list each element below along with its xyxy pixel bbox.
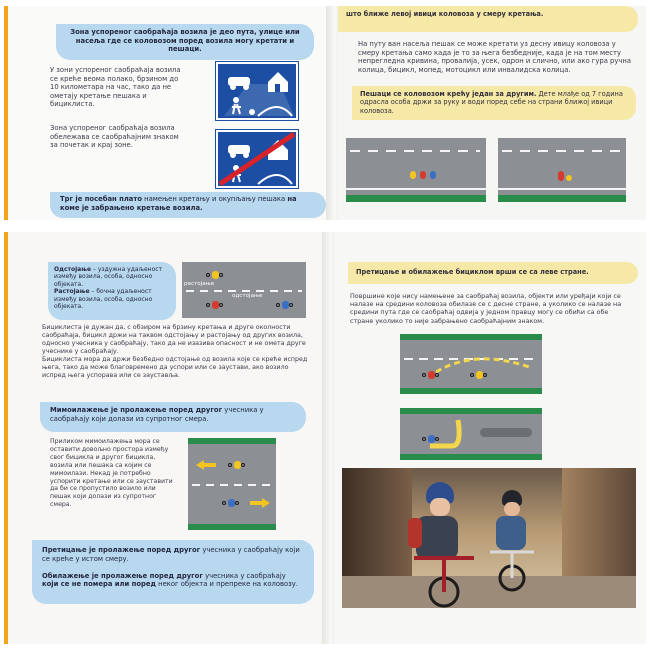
top-right-page [338,6,646,220]
longitudinal-distance-label: одстојање [232,293,263,299]
top-left-page [4,6,330,220]
passing-definition-bubble: Мимоилажење је пролажење поред другог учесника у саобраћају који долази из супротног смера. [40,402,306,432]
bottom-right-page [334,232,646,644]
bicycle-icon [404,552,484,608]
slow-zone-banner: Зона успореног саобраћаја возила је део пута, улице или насеља где се коловозом поред возила могу кретати и пешаци. [56,24,314,60]
children-cycling-photo [342,468,636,608]
distance-road-diagram [182,262,306,318]
bypass-road-diagram [400,408,542,460]
cyclist-icon [228,460,246,470]
slow-zone-start-pictogram [218,64,296,118]
cyclist-icon [206,300,224,310]
distance-paragraph-2: Бициклиста мора да држи безбедно одстојање од возила које се креће испред њега, тако да може благовремено да успори или се заустави, ако возило испред њега успорава или се зауставља. [42,356,308,379]
cyclist-icon [206,270,224,280]
child-figure [564,172,574,186]
cyclist-icon [422,434,440,444]
page-edge-accent [4,6,8,220]
bicycle-icon [482,546,542,596]
lateral-distance-label: растојање [184,281,215,287]
obstacle-paragraph: Површине које нису намењене за саобраћај возила, објекти или уређаји који се налазе на средини коловоза обилазе се с десне стране, а уколико се налазе на средини пута где се саобраћај одвија у једном правцу могу се обићи са обе стране уколико то није забрањено саобраћајним знаком. [350,292,622,325]
slow-zone-sign-text: Зона успореног саобраћаја возила обележава се саобраћајним знаком за почетак и крај зоне. [50,124,179,150]
slow-zone-end-pictogram [218,132,296,186]
slow-zone-speed-text: У зони успореног саобраћаја возила се креће веома полако, брзином до 10 километара на час, тако да не ометају кретање пешака и бициклиста. [50,66,181,109]
passing-rules-text: Приликом мимоилажења мора се оставити довољно простора између свог бицикла и другог бицикла, возила или пешака са којим се мимоилази. Некад је потребно успорити кретање или се зауставити да би се пропустило возило или пешак који долази из супротног смера. [50,438,173,509]
distance-paragraph-1: Бициклиста је дужан да, с обзиром на брзину кретања и друге околности саобраћаја, бицикл држи на таквом одстојању и растојању од других возила, односно учесника у саобраћају, тако да не изазива опасност и не омета друге учеснике у саобраћају. [42,324,306,355]
page-edge-accent [4,232,8,644]
arrow-left-icon [196,460,216,470]
pedestrian-figure [408,168,418,182]
walking-title-box: што ближе левој ивици коловоза у смеру кретања. [338,6,638,32]
cyclist-icon [222,498,240,508]
definitions-bubble: Одстојање – уздужна удаљеност између возила, особа, односно објеката. Растојање – бочна удаљеност између возила, особа, односно објеката. [48,262,176,320]
cyclist-icon [470,370,488,380]
overtake-bypass-bubble: Претицање је пролажење поред другог учесника у саобраћају који се креће у истом смеру. Обилажење је пролажење поред другог учесника у саобраћају који се не помера или поред неког објекта и препреке на коловозу. [32,540,314,604]
slow-zone-end-sign [216,130,298,188]
oncoming-road-diagram [188,438,276,530]
pedestrians-road-illustration-1 [346,138,486,202]
cyclist-icon [276,300,294,310]
pedestrian-figure [428,168,438,182]
single-file-box: Пешаци се коловозом крећу један за другим. Дете млађе од 7 година одрасла особа држи за руку и води поред себе на страни ближој ивици коловоза. [352,86,636,120]
top-spread-photo [4,6,646,220]
bottom-spread-photo [4,232,646,644]
pedestrian-figure [418,168,428,182]
square-definition-bubble: Трг је посебан плато намењен кретању и окупљању пешака на коме је забрањено кретање возила. [50,192,326,218]
obstacle [480,428,532,437]
slow-zone-start-sign [216,62,298,120]
pedestrians-road-illustration-2 [498,138,626,202]
arrow-right-icon [250,498,270,508]
bottom-left-page [4,232,326,644]
overtake-road-diagram [400,334,542,394]
cyclist-icon [422,370,440,380]
walking-rules-text: На путу ван насеља пешак се може кретати уз десну ивицу коловоза у смеру кретања само када је то за њега безбедније, када је на том месту непрегледна кривина, провалија, усек, одрон и слично, или ако гура ручна колица, бицикл, мопед, мотоцикл или инвалидска колица. [358,40,631,74]
overtake-heading-box: Претицање и обилажење бициклом врши се са леве стране. [348,262,638,284]
